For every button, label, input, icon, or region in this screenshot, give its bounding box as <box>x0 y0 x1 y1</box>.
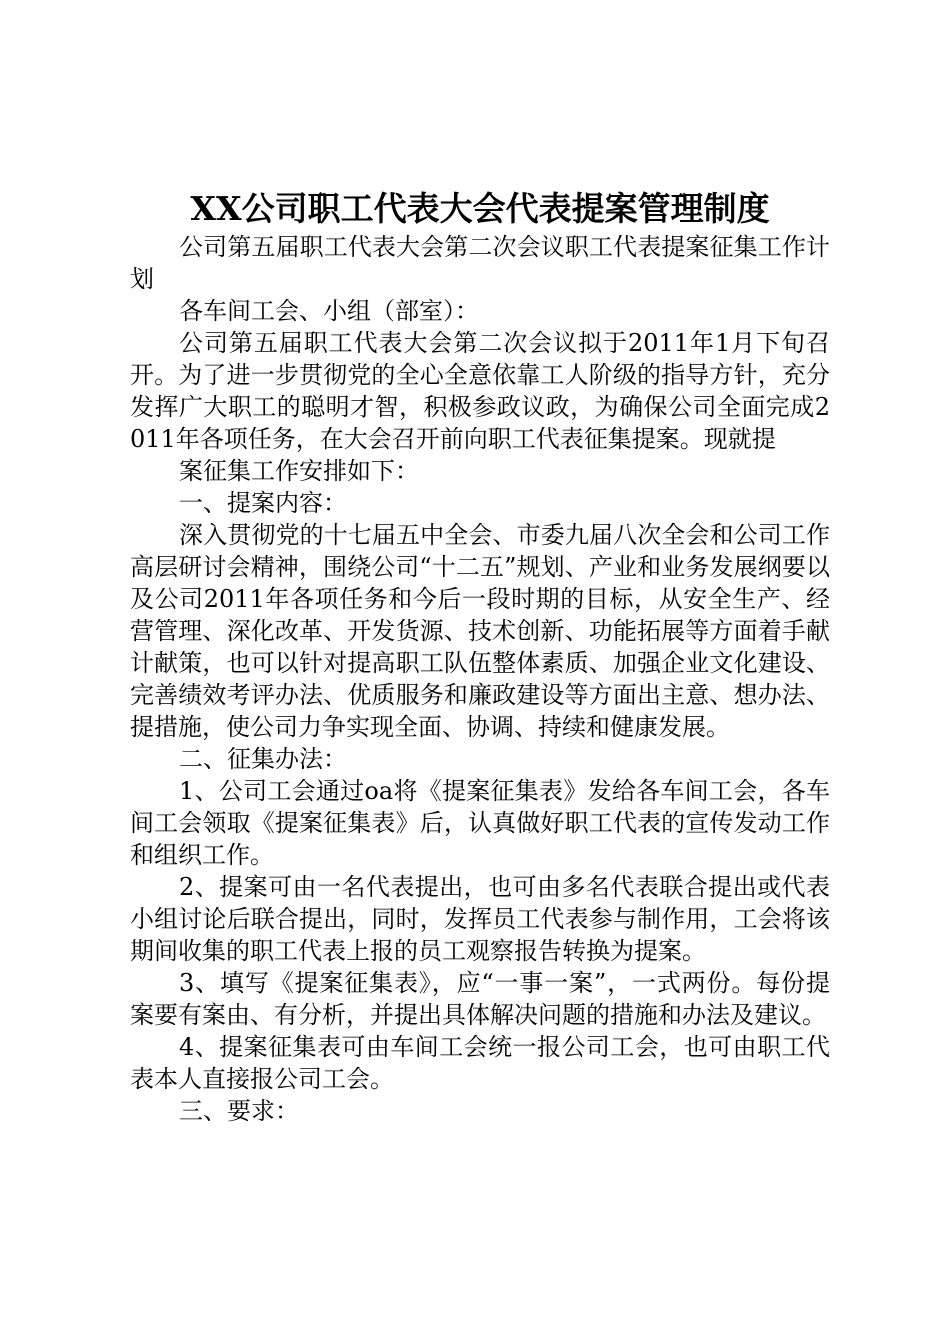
document-page <box>130 188 830 1127</box>
paragraph-method-1: 1、公司工会通过oa将《提案征集表》发给各车间工会，各车间工会领取《提案征集表》后，认真做好职工代表的宣传发动工作和组织工作。 <box>130 777 830 869</box>
paragraph-salutation: 各车间工会、小组（部室）： <box>179 297 479 325</box>
paragraph-intro: 公司第五届职工代表大会第二次会议拟于2011年1月下旬召开。为了进一步贯彻党的全心全意依靠工人阶级的指导方针，充分发挥广大职工的聪明才智，积极参政议政，为确保公司全面完成2011年各项任务，在大会召开前向职工代表征集提案。现就提 <box>130 329 830 453</box>
section-heading-methods: 二、征集办法： <box>179 745 347 773</box>
paragraph-plan-title: 公司第五届职工代表大会第二次会议职工代表提案征集工作计划 <box>130 233 830 293</box>
paragraph-method-4: 4、提案征集表可由车间工会统一报公司工会，也可由职工代表本人直接报公司工会。 <box>130 1033 830 1093</box>
paragraph-method-3: 3、填写《提案征集表》，应“一事一案”，一式两份。每份提案要有案由、有分析，并提出具体解决问题的措施和办法及建议。 <box>130 969 830 1029</box>
paragraph-content: 深入贯彻党的十七届五中全会、市委九届八次全会和公司工作高层研讨会精神，围绕公司“十二五”规划、产业和业务发展纲要以及公司2011年各项任务和今后一段时期的目标，从安全生产、经营管理、深化改革、开发货源、技术创新、功能拓展等方面着手献计献策，也可以针对提高职工队伍整体素质、加强企业文化建设、完善绩效考评办法、优质服务和廉政建设等方面出主意、想办法、提措施，使公司力争实现全面、协调、持续和健康发展。 <box>130 521 830 741</box>
paragraph-method-2: 2、提案可由一名代表提出，也可由多名代表联合提出或代表小组讨论后联合提出，同时，发挥员工代表参与制作用，工会将该期间收集的职工代表上报的员工观察报告转换为提案。 <box>130 873 830 965</box>
paragraph-intro-cont: 案征集工作安排如下： <box>179 457 419 485</box>
document-title: XX公司职工代表大会代表提案管理制度 <box>190 189 770 228</box>
section-heading-content: 一、提案内容： <box>179 489 347 517</box>
section-heading-requirements: 三、要求： <box>179 1097 299 1125</box>
